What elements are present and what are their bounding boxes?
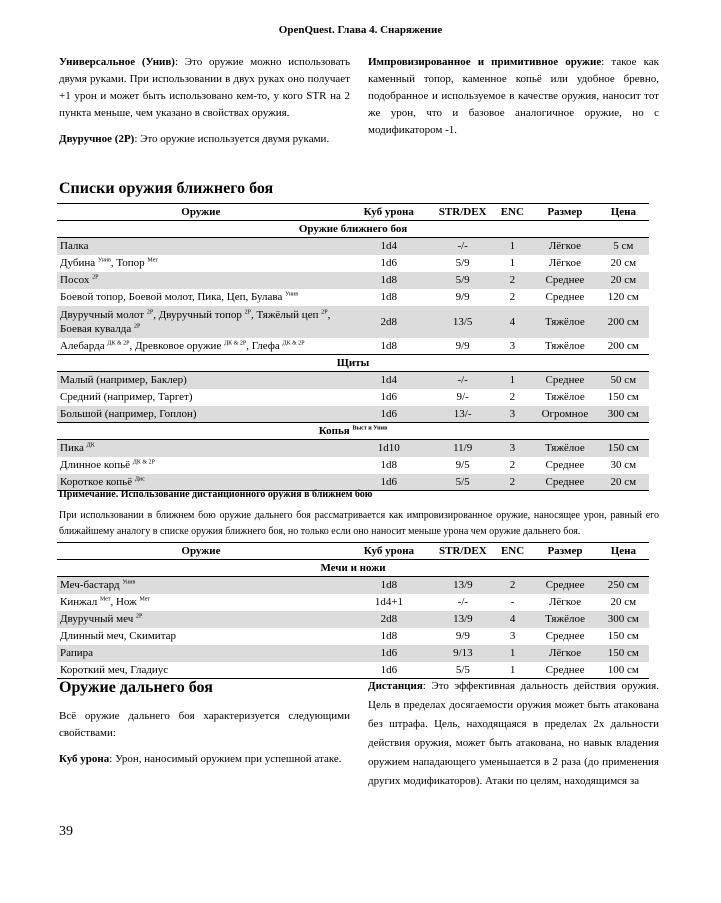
weapon-tag: ДК: [86, 442, 95, 449]
str-dex-cell: 5/5: [433, 662, 493, 679]
melee-table-column-header: Оружие: [57, 204, 345, 221]
price-cell: 20 см: [598, 272, 649, 289]
weapon-name: , Древковое оружие: [129, 339, 225, 352]
swords-table-row: [57, 611, 649, 628]
melee-table-row: [57, 372, 649, 389]
weapon-name-cell: [57, 611, 345, 628]
weapon-tag: 2Р: [134, 322, 141, 329]
str-dex-cell: 9/9: [455, 291, 470, 303]
str-dex-cell: 13/9: [433, 577, 493, 594]
text-range: : Это эффективная дальность действия оружия. Цель в пределах досягаемости оружия может быть атакована без штрафа. Цель, находящаяся в пределах 2х дальности действия оружия, может быть атакована, но навык владения оружием нападающего уменьшается в 2 раза (до применения других модификаторов). Атаки по целям, находящимся за: [368, 680, 659, 787]
weapon-name: Длинное копьё: [60, 459, 133, 471]
melee-table-row: [57, 289, 649, 306]
str-dex-cell: 9/9: [455, 339, 470, 352]
str-dex-cell: -/-: [457, 596, 469, 608]
str-dex-cell: -/-: [433, 372, 493, 389]
swords-table-row: [57, 628, 649, 645]
section-title-text: Мечи и ножи: [320, 562, 386, 574]
top-right-column: [368, 54, 659, 148]
price-cell: 50 см: [598, 372, 649, 389]
paragraph-damage-die: [59, 751, 350, 768]
size-cell: Тяжёлое: [544, 391, 585, 403]
weapon-tag: 2Р: [135, 613, 143, 620]
price-cell: 150 см: [607, 391, 639, 403]
weapon-name: , Нож: [110, 596, 140, 608]
enc-cell: 2: [509, 291, 516, 303]
weapon-name: , Двуручный топор: [153, 308, 245, 321]
weapon-name: , Боевая кувалда: [60, 308, 331, 335]
weapon-tag: 2Р: [92, 274, 99, 281]
str-dex-cell: 9/9: [455, 630, 470, 642]
top-left-column: [59, 54, 350, 157]
term-two-handed: Двуручное (2Р): [59, 133, 135, 145]
enc-cell: 2: [493, 474, 533, 491]
enc-cell: 1: [509, 257, 516, 269]
swords-table-row: [57, 577, 649, 594]
bottom-right-column: [368, 677, 659, 800]
str-dex-cell: 13/9: [433, 611, 493, 628]
melee-table-row: [57, 440, 649, 457]
melee-table-section-title: [57, 355, 649, 372]
price-cell: 150 см: [607, 630, 639, 642]
str-dex-cell: 9/13: [433, 645, 493, 662]
size-cell: Тяжёлое: [532, 440, 598, 457]
damage-cell: 1d4+1: [374, 596, 404, 608]
price-cell: 5 см: [598, 238, 649, 255]
price-cell: 200 см: [607, 339, 639, 352]
melee-table-section-title: [57, 221, 649, 238]
text-two-handed: : Это оружие используется двумя руками.: [134, 133, 330, 145]
swords-table-column-header: STR/DEX: [433, 543, 493, 560]
swords-table-row: [57, 662, 649, 679]
str-dex-cell: 13/5: [433, 306, 493, 338]
melee-table-row: [57, 457, 649, 474]
price-cell: 30 см: [610, 459, 637, 471]
weapon-tag: ДК & 2Р: [224, 340, 247, 347]
price-cell: 200 см: [598, 306, 649, 338]
enc-cell: 2: [509, 391, 516, 403]
enc-cell: 1: [493, 372, 533, 389]
melee-table-row: [57, 306, 649, 338]
weapon-name: Большой (например, Гоплон): [60, 407, 197, 420]
weapon-name: Алебарда: [60, 339, 108, 352]
damage-cell: 1d6: [345, 645, 433, 662]
weapon-name-cell: [57, 389, 345, 406]
weapon-name: Двуручный молот: [60, 308, 147, 321]
damage-cell: 1d6: [380, 391, 397, 403]
weapon-tag: Унив: [285, 291, 299, 298]
weapon-name-cell: [57, 440, 345, 457]
price-cell: 250 см: [598, 577, 649, 594]
price-cell: 300 см: [598, 406, 649, 423]
size-cell: Тяжёлое: [544, 339, 585, 352]
weapon-name: Боевой топор, Боевой молот, Пика, Цеп, Булава: [60, 291, 286, 303]
weapon-tag: Мет: [139, 596, 151, 603]
melee-table-column-header: Размер: [532, 204, 598, 221]
damage-cell: 2d8: [345, 611, 433, 628]
str-dex-cell: 5/5: [433, 474, 493, 491]
damage-cell: 1d8: [380, 459, 397, 471]
enc-cell: 1: [493, 238, 533, 255]
weapon-name-cell: [57, 272, 345, 289]
term-range: Дистанция: [368, 680, 423, 692]
swords-table-column-header: Оружие: [57, 543, 345, 560]
price-cell: 120 см: [607, 291, 639, 303]
weapon-name: Средний (например, Таргет): [60, 391, 193, 403]
enc-cell: 4: [493, 611, 533, 628]
weapon-tag: Унив: [97, 257, 111, 264]
weapon-name-cell: [57, 645, 345, 662]
weapon-name-cell: [57, 338, 345, 355]
price-cell: 150 см: [598, 645, 649, 662]
enc-cell: 2: [493, 577, 533, 594]
note-text: При использовании в ближнем бою оружие дальнего боя рассматривается как импровизированное оружие, наносящее урон, равный его ближайшему аналогу в списке оружия ближнего боя, но только если оно наносит меньше урона чем оружие дальнего боя.: [59, 510, 659, 537]
melee-table-section-title: [57, 423, 649, 440]
weapon-name: , Глефа: [246, 339, 283, 352]
paragraph-range: [368, 677, 659, 791]
price-cell: 20 см: [610, 596, 637, 608]
weapon-name: Малый (например, Баклер): [60, 374, 187, 387]
weapon-name: Короткое копьё: [60, 475, 135, 488]
damage-cell: 1d6: [345, 474, 433, 491]
weapon-name-cell: [57, 289, 345, 306]
section-title-tag: Выст и Унив: [352, 425, 388, 432]
size-cell: Среднее: [532, 272, 598, 289]
weapon-name: Кинжал: [60, 596, 100, 608]
damage-cell: 1d6: [345, 406, 433, 423]
damage-cell: 2d8: [345, 306, 433, 338]
weapon-name: Пика: [60, 442, 87, 455]
weapon-name-cell: [57, 474, 345, 491]
str-dex-cell: 9/5: [455, 459, 470, 471]
size-cell: Среднее: [532, 577, 597, 594]
melee-table-row: [57, 255, 649, 272]
weapon-name: Короткий меч, Гладиус: [60, 663, 169, 676]
page-number: 39: [59, 824, 73, 839]
size-cell: Тяжёлое: [532, 306, 598, 338]
weapon-tag: 2Р: [146, 308, 154, 315]
damage-cell: 1d8: [380, 339, 397, 352]
size-cell: Среднее: [545, 630, 585, 642]
weapon-tag: ДК & 2Р: [107, 340, 130, 347]
str-dex-cell: 11/9: [433, 440, 493, 457]
damage-cell: 1d4: [345, 238, 433, 255]
price-cell: 150 см: [598, 440, 649, 457]
weapon-name-cell: [57, 406, 345, 423]
swords-table-column-header: Цена: [598, 543, 649, 560]
weapon-name: Посох: [60, 274, 93, 286]
damage-cell: 1d6: [380, 257, 397, 269]
melee-table-row: [57, 238, 649, 255]
size-cell: Среднее: [545, 291, 585, 303]
enc-cell: 1: [493, 645, 533, 662]
str-dex-cell: 5/9: [455, 257, 470, 269]
enc-cell: 1: [493, 662, 533, 679]
price-cell: 300 см: [598, 611, 649, 628]
term-improvised: Импровизированное и примитивное оружие: [368, 56, 602, 68]
enc-cell: 2: [493, 272, 533, 289]
melee-heading: Списки оружия ближнего боя: [59, 180, 274, 197]
damage-cell: 1d4: [345, 372, 433, 389]
damage-cell: 1d8: [345, 272, 433, 289]
melee-table-row: [57, 272, 649, 289]
enc-cell: 3: [509, 630, 516, 642]
weapon-name: Длинный меч, Скимитар: [60, 630, 177, 642]
size-cell: Лёгкое: [532, 238, 598, 255]
section-title-text: Оружие ближнего боя: [298, 223, 408, 235]
swords-table-column-header: Размер: [532, 543, 597, 560]
weapon-name-cell: [57, 628, 345, 645]
weapon-name-cell: [57, 457, 345, 474]
enc-cell: -: [510, 596, 515, 608]
weapon-name: , Тяжёлый цеп: [250, 308, 322, 321]
str-dex-cell: 5/9: [433, 272, 493, 289]
melee-table-section-row: [57, 221, 649, 238]
size-cell: Лёгкое: [548, 257, 581, 269]
size-cell: Лёгкое: [548, 596, 582, 608]
melee-table-row: [57, 406, 649, 423]
str-dex-cell: -/-: [433, 238, 493, 255]
weapon-tag: Мет: [147, 257, 158, 264]
size-cell: Среднее: [545, 459, 585, 471]
section-title-text: Копья: [318, 425, 353, 437]
melee-table-column-header: ENC: [493, 204, 533, 221]
section-title-text: Щиты: [336, 357, 370, 369]
weapon-name-cell: [57, 594, 345, 611]
weapon-name: Рапира: [60, 647, 94, 659]
term-damage-die: Куб урона: [59, 753, 110, 765]
damage-cell: 1d8: [380, 630, 398, 642]
price-cell: 100 см: [598, 662, 649, 679]
melee-table-section-row: [57, 355, 649, 372]
term-universal: Универсальное (Унив): [59, 56, 175, 68]
note-title: Примечание. Использование дистанционного оружия в ближнем бою: [59, 489, 373, 500]
weapon-name: Двуручный меч: [60, 613, 136, 625]
weapon-name: Палка: [60, 240, 89, 253]
damage-cell: 1d6: [345, 662, 433, 679]
size-cell: Тяжёлое: [532, 611, 597, 628]
melee-table-row: [57, 338, 649, 355]
enc-cell: 4: [493, 306, 533, 338]
swords-table-column-header: Куб урона: [345, 543, 433, 560]
weapon-tag: 2Р: [244, 308, 251, 315]
ranged-heading: Оружие дальнего боя: [59, 679, 213, 696]
paragraph-two-handed: [59, 131, 350, 148]
swords-table-row: [57, 594, 649, 611]
swords-table-row: [57, 645, 649, 662]
damage-cell: 1d10: [345, 440, 433, 457]
weapon-tag: 2Р: [321, 308, 328, 315]
damage-cell: 1d8: [380, 291, 397, 303]
weapon-tag: ДК & 2Р: [132, 459, 155, 466]
weapon-name: Меч-бастард: [60, 579, 123, 592]
weapon-name-cell: [57, 577, 345, 594]
text-improvised: : такое как каменный топор, каменное копьё или удобное бревно, подобранное и используемое в качестве оружия, наносит тот же урон, что и базовое аналогичное оружие, но с модификатором -1.: [368, 56, 659, 136]
price-cell: 20 см: [610, 257, 637, 269]
swords-table: [57, 542, 649, 679]
melee-table-column-header: STR/DEX: [433, 204, 493, 221]
swords-table-section-row: [57, 560, 649, 577]
size-cell: Среднее: [532, 662, 597, 679]
enc-cell: 3: [493, 406, 533, 423]
size-cell: Среднее: [532, 474, 598, 491]
running-header: OpenQuest. Глава 4. Снаряжение: [278, 24, 443, 36]
weapon-tag: ДК & 2Р: [282, 340, 305, 347]
weapon-name-cell: [57, 238, 345, 255]
melee-table-row: [57, 474, 649, 491]
weapon-name-cell: [57, 255, 345, 272]
damage-cell: 1d8: [345, 577, 433, 594]
melee-weapons-table: [57, 203, 649, 491]
str-dex-cell: 13/-: [433, 406, 493, 423]
weapon-name: , Топор: [110, 257, 148, 269]
bottom-left-column: [59, 708, 350, 777]
text-damage-die: : Урон, наносимый оружием при успешной атаке.: [109, 753, 342, 765]
melee-table-section-row: [57, 423, 649, 440]
str-dex-cell: 9/-: [456, 391, 469, 403]
paragraph-improvised: [368, 54, 659, 139]
enc-cell: 3: [509, 339, 516, 352]
melee-table-header-row: [57, 204, 649, 221]
weapon-tag: Дис: [134, 476, 145, 483]
size-cell: Среднее: [532, 372, 598, 389]
size-cell: Лёгкое: [532, 645, 597, 662]
swords-table-column-header: ENC: [493, 543, 533, 560]
swords-table-section-title: [57, 560, 649, 577]
weapon-tag: Мет: [99, 596, 111, 603]
weapon-name-cell: [57, 662, 345, 679]
size-cell: Огромное: [532, 406, 598, 423]
paragraph-ranged-intro: Всё оружие дальнего боя характеризуется следующими свойствами:: [59, 710, 350, 739]
price-cell: 20 см: [598, 474, 649, 491]
melee-table-row: [57, 389, 649, 406]
enc-cell: 3: [493, 440, 533, 457]
weapon-tag: Унив: [122, 579, 136, 586]
text-universal: : Это оружие можно использовать двумя руками. При использовании в двух руках оно получает +1 урон и может быть использовано кем-то, у кого STR на 2 пункта меньше, чем указано в свойствах оружия.: [59, 56, 350, 119]
weapon-name: Дубина: [60, 257, 98, 269]
paragraph-universal: [59, 54, 350, 122]
melee-table-column-header: Цена: [598, 204, 649, 221]
melee-table-column-header: Куб урона: [345, 204, 433, 221]
swords-table-header-row: [57, 543, 649, 560]
enc-cell: 2: [509, 459, 516, 471]
weapon-name-cell: [57, 306, 345, 338]
weapon-name-cell: [57, 372, 345, 389]
